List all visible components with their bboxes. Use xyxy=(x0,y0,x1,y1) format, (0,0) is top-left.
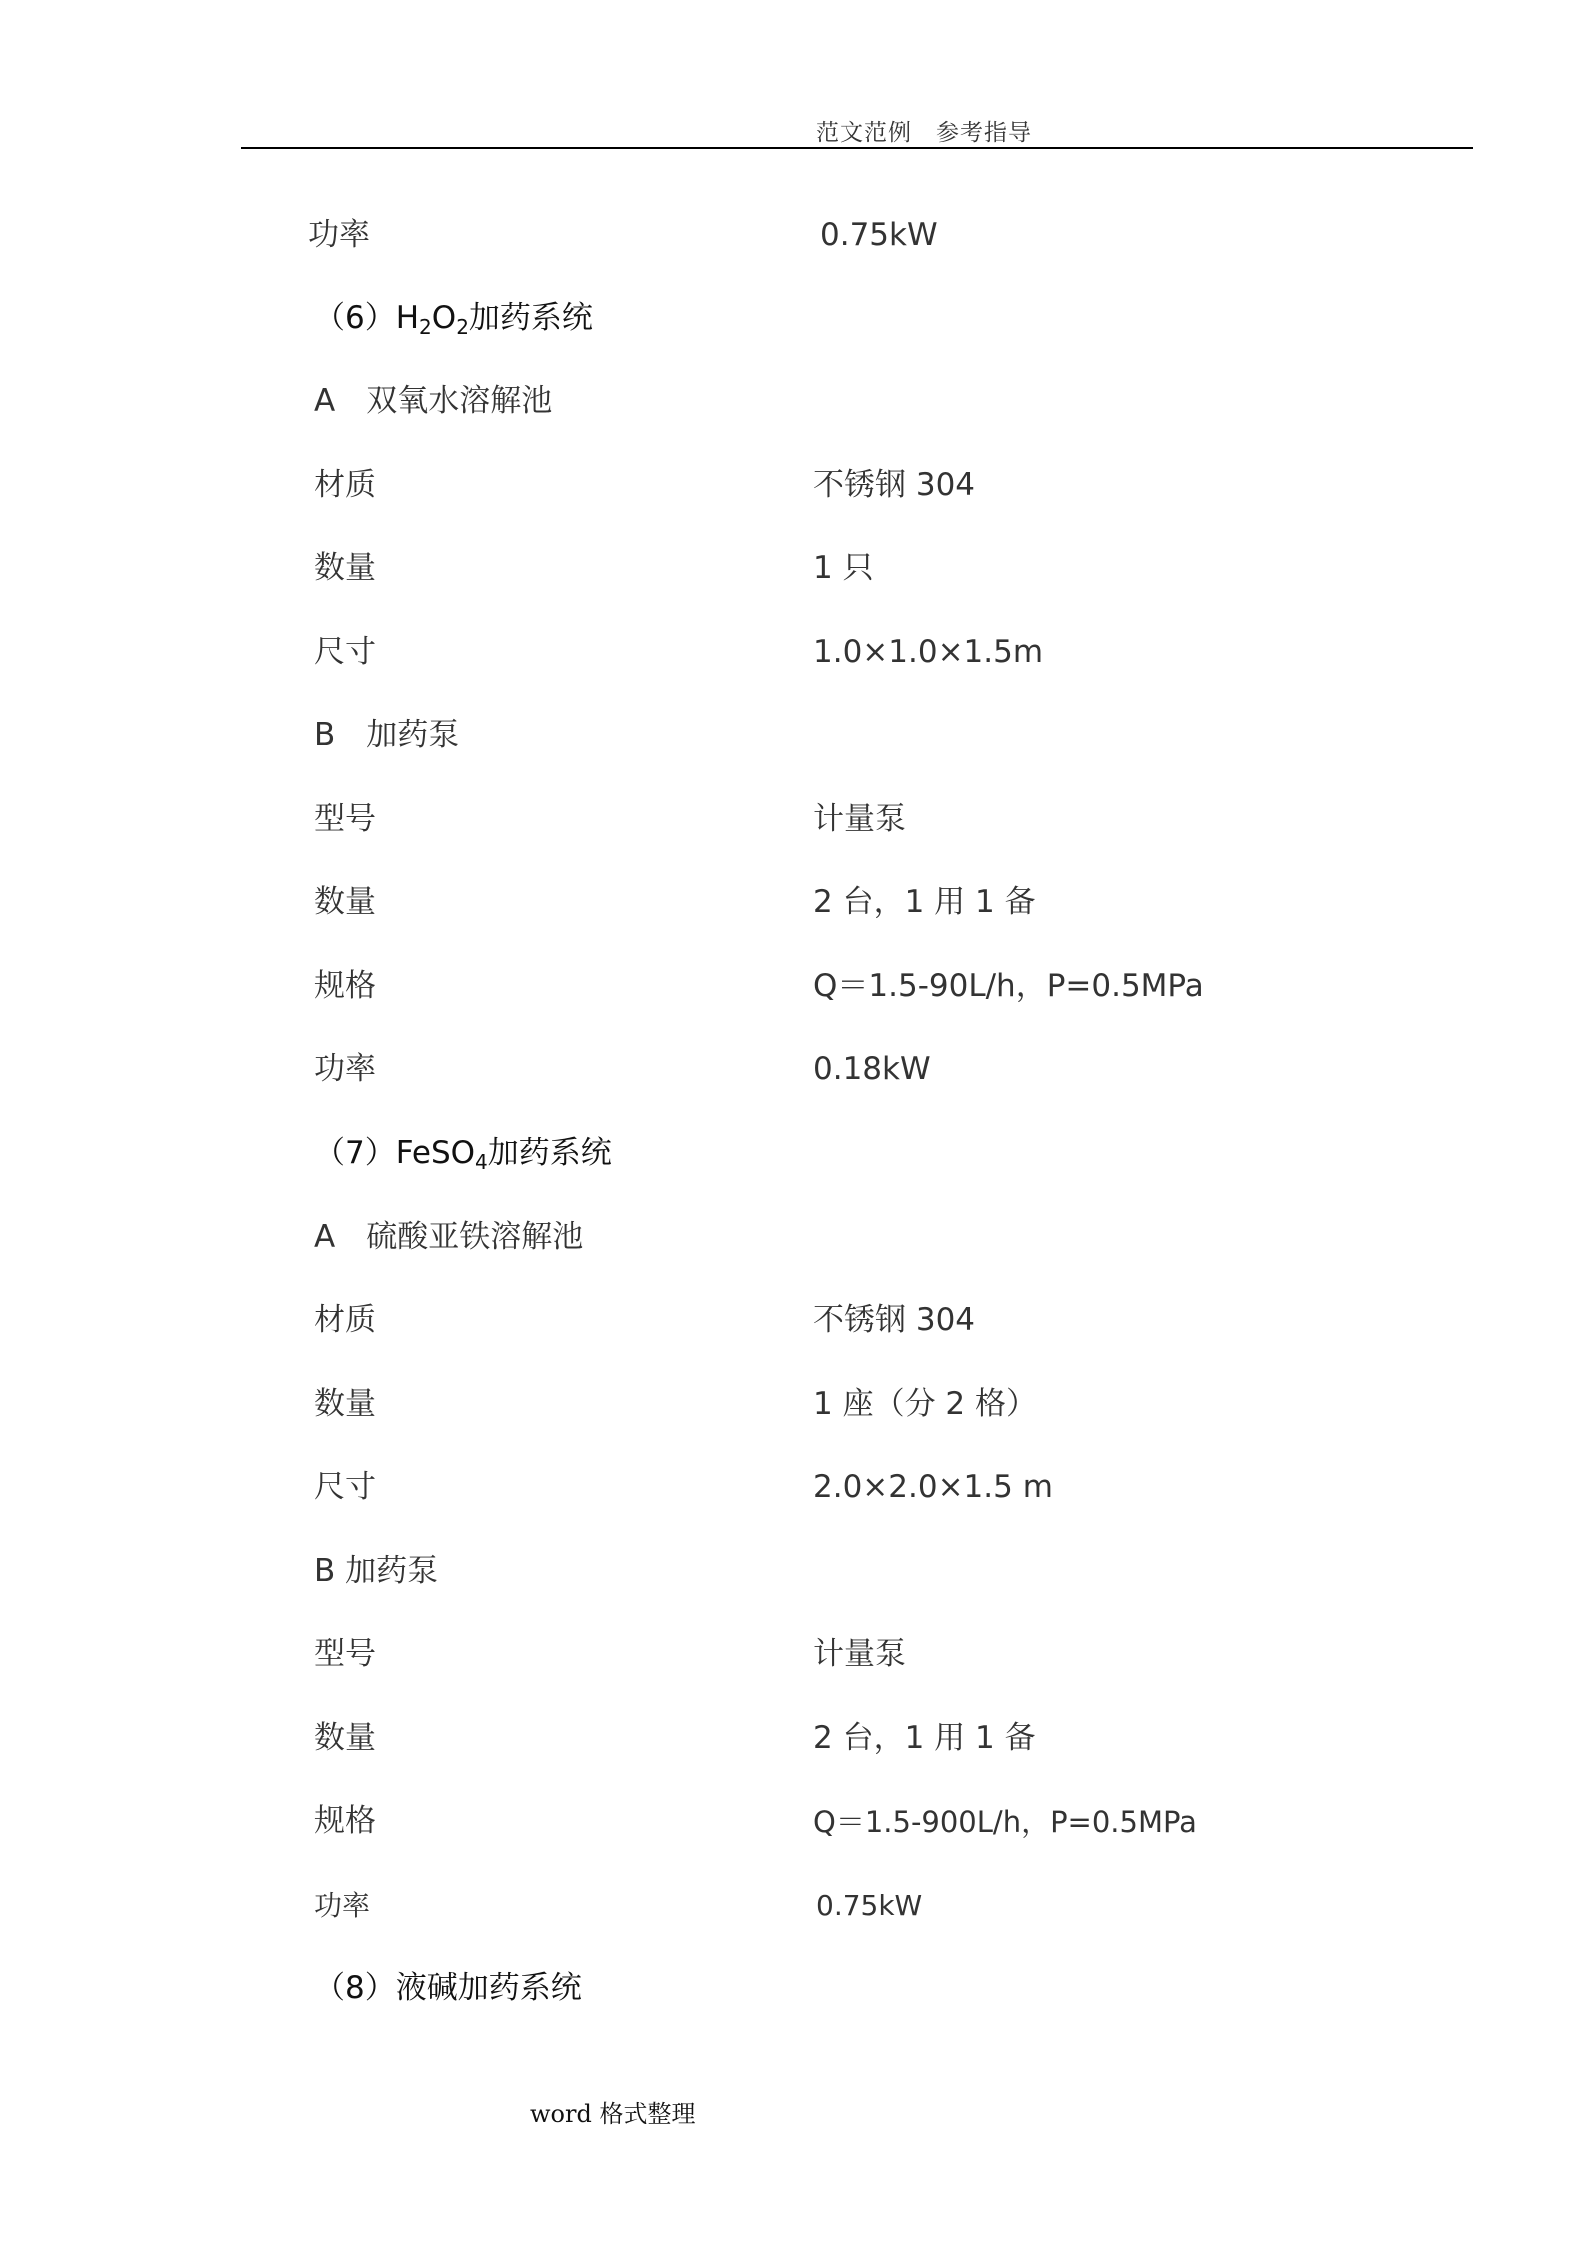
subscript: 2 xyxy=(419,315,432,339)
row-value: 1 座（分 2 格） xyxy=(813,1386,1038,1422)
chem-o: O xyxy=(431,300,457,336)
row-label: 数量 xyxy=(314,1386,376,1422)
chem-h: H xyxy=(395,300,420,336)
row-label: 规格 xyxy=(314,968,376,1004)
row-label: 尺寸 xyxy=(314,634,376,670)
row-label: 数量 xyxy=(314,550,376,586)
row-value: 0.75kW xyxy=(816,1889,923,1922)
page-header-text: 范文范例 参考指导 xyxy=(816,120,1032,146)
section-number: （7） xyxy=(314,1135,396,1171)
row-value: Q＝1.5-90L/h，P=0.5MPa xyxy=(813,968,1204,1004)
header-divider xyxy=(241,147,1473,149)
chem-formula: FeSO xyxy=(395,1135,476,1171)
section-suffix: 加药系统 xyxy=(468,300,593,336)
row-label: 尺寸 xyxy=(314,1469,376,1505)
row-value: Q＝1.5-900L/h，P=0.5MPa xyxy=(813,1805,1197,1839)
row-label: 型号 xyxy=(314,801,376,837)
row-value: 不锈钢 304 xyxy=(813,1302,976,1338)
section-heading-6 xyxy=(314,300,593,339)
row-label: 数量 xyxy=(314,884,376,920)
section-heading-7 xyxy=(314,1135,612,1174)
row-label: 功率 xyxy=(314,1051,376,1087)
row-label: 数量 xyxy=(314,1720,376,1756)
row-value: 2.0×2.0×1.5 m xyxy=(813,1469,1053,1505)
row-value: 2 台，1 用 1 备 xyxy=(813,884,1036,920)
subheading-a: A 双氧水溶解池 xyxy=(314,383,553,419)
row-value: 计量泵 xyxy=(813,1636,906,1672)
subscript: 4 xyxy=(475,1150,488,1174)
section-suffix: 加药系统 xyxy=(487,1135,612,1171)
row-value: 2 台，1 用 1 备 xyxy=(813,1720,1036,1756)
page-footer-text: word 格式整理 xyxy=(530,2100,696,2128)
row-label: 规格 xyxy=(314,1803,376,1839)
row-value: 0.18kW xyxy=(813,1051,931,1087)
row-value: 1 只 xyxy=(813,550,874,586)
row-value: 不锈钢 304 xyxy=(813,467,976,503)
subheading-a: A 硫酸亚铁溶解池 xyxy=(314,1219,584,1255)
subheading-b: B 加药泵 xyxy=(314,717,460,753)
row-label: 功率 xyxy=(314,1889,371,1922)
row-label: 材质 xyxy=(314,467,376,503)
section-heading-8: （8）液碱加药系统 xyxy=(314,1970,582,2006)
section-number: （6） xyxy=(314,300,396,336)
row-label: 材质 xyxy=(314,1302,376,1338)
row-value: 0.75kW xyxy=(820,217,938,253)
row-value: 计量泵 xyxy=(813,801,906,837)
subscript: 2 xyxy=(456,315,469,339)
row-label: 型号 xyxy=(314,1636,376,1672)
subheading-b: B 加药泵 xyxy=(314,1553,439,1589)
row-label: 功率 xyxy=(308,217,370,253)
row-value: 1.0×1.0×1.5m xyxy=(813,634,1044,670)
